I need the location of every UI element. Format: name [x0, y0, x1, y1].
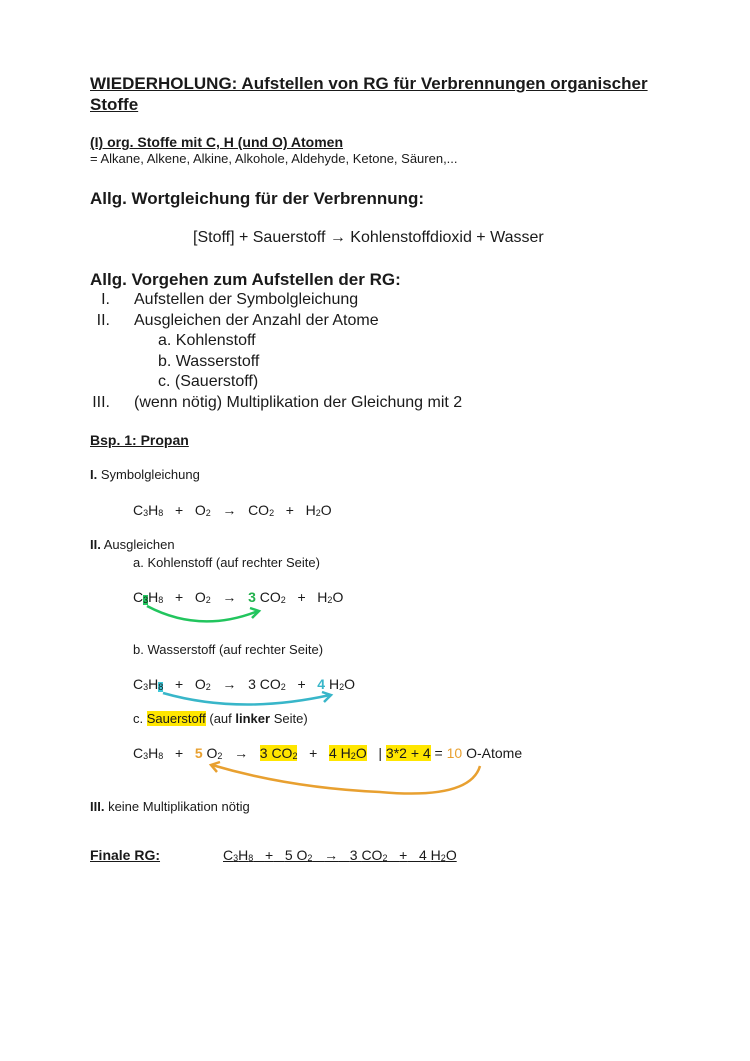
equation-3: $C_3H_8$ + $O_2$ → 3 $CO_2$ + 4 $H_2O$	[133, 676, 356, 692]
multiplikation-label: III. keine Multiplikation nötig	[90, 799, 250, 814]
step-3: III. (wenn nötig) Multiplikation der Gleichung mit 2	[92, 393, 463, 411]
final-label: Finale RG:	[90, 847, 161, 863]
final-equation: $C_3H_8$ + 5 $O_2$ → 3 $CO_2$ + 4 $H_2O$	[223, 847, 457, 863]
step-2a: a. Kohlenstoff	[158, 332, 256, 349]
page-title: WIEDERHOLUNG: Aufstellen von RG für Verbrennungen organischer Stoffe	[90, 74, 648, 114]
step-2c: c. (Sauerstoff)	[158, 373, 259, 390]
step-2b: b. Wasserstoff	[158, 352, 260, 370]
equation-2: $C_3H_8$ + $O_2$ → 3 $CO_2$ + $H_2O$	[133, 589, 344, 605]
step-c-label: c. Sauerstoff (auf linker Seite)	[133, 711, 308, 726]
step-2: II. Ausgleichen der Anzahl der Atome	[96, 311, 379, 329]
symbolgleichung-label: I. Symbolgleichung	[90, 467, 200, 482]
wortgleichung-heading: Allg. Wortgleichung für der Verbrennung:	[90, 189, 425, 208]
equation-1: $C_3H_8$ + $O_2$ → $CO_2$ + $H_2O$	[133, 502, 332, 518]
vorgehen-heading: Allg. Vorgehen zum Aufstellen der RG:	[90, 270, 401, 289]
step-a-label: a. Kohlenstoff (auf rechter Seite)	[133, 555, 320, 570]
ausgleichen-label: II. Ausgleichen	[90, 537, 175, 552]
example-heading: Bsp. 1: Propan	[90, 432, 189, 448]
equation-4: $C_3H_8$ + 5 $O_2$ → 3 $CO_2$ + 4 $H_2O$ | 3*2 + 4 = 10 O-Atome	[133, 745, 523, 761]
step-b-label: b. Wasserstoff (auf rechter Seite)	[133, 642, 324, 657]
subtitle: (I) org. Stoffe mit C, H (und O) Atomen	[90, 134, 344, 150]
step-1: I. Aufstellen der Symbolgleichung	[101, 291, 359, 308]
wortgleichung: [Stoff] + Sauerstoff → Kohlenstoffdioxid + Wasser	[193, 229, 544, 246]
subtitle-note: = Alkane, Alkene, Alkine, Alkohole, Aldehyde, Ketone, Säuren,...	[90, 151, 458, 166]
